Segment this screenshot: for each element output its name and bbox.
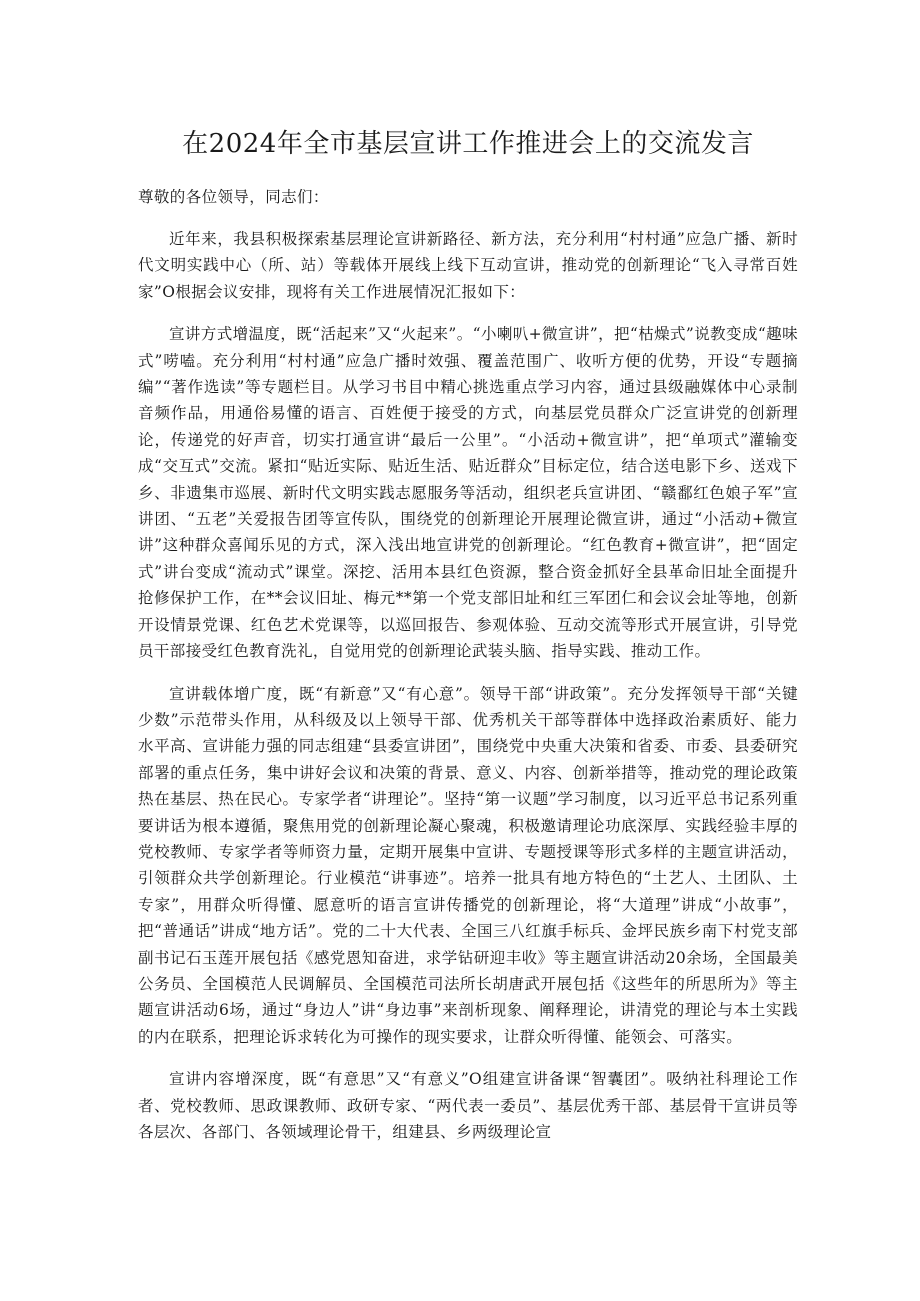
document-title: 在2024年全市基层宣讲工作推进会上的交流发言 <box>182 129 754 159</box>
paragraph-content: 宣讲内容增深度，既“有意思”又“有意义”O组建宣讲备课“智囊团”。吸纳社科理论工作者、党校教师、思政课教师、政研专家、“两代表一委员”、基层优秀干部、基层骨干宣讲员等各层次、各部门、各领域理论骨干，组建县、乡两级理论宣 <box>138 1070 798 1141</box>
salutation: 尊敬的各位领导，同志们： <box>138 188 329 206</box>
document-page <box>138 118 798 1161</box>
paragraph-carrier: 宣讲载体增广度，既“有新意”又“有心意”。领导干部“讲政策”。充分发挥领导干部“关键少数”示范带头作用，从科级及以上领导干部、优秀机关干部等群体中选择政治素质好、能力水平高、宣讲能力强的同志组建“县委宣讲团”，围绕党中央重大决策和省委、市委、县委研究部署的重点任务，集中讲好会议和决策的背景、意义、内容、创新举措等，推动党的理论政策热在基层、热在民心。专家学者“讲理论”。坚持“第一议题”学习制度，以习近平总书记系列重要讲话为根本遵循，聚焦用党的创新理论凝心聚魂，积极邀请理论功底深厚、实践经验丰厚的党校教师、专家学者等师资力量，定期开展集中宣讲、专题授课等形式多样的主题宣讲活动，引领群众共学创新理论。行业模范“讲事迹”。培养一批具有地方特色的“土艺人、土团队、土专家”，用群众听得懂、愿意听的语言宣讲传播党的创新理论，将“大道理”讲成“小故事”，把“普通话”讲成“地方话”。党的二十大代表、全国三八红旗手标兵、金坪民族乡南下村党支部副书记石玉莲开展包括《感党恩知奋进，求学钻研迎丰收》等主题宣讲活动20余场，全国最美公务员、全国模范人民调解员、全国模范司法所长胡唐武开展包括《这些年的所思所为》等主题宣讲活动6场，通过“身边人”讲“身边事”来剖析现象、阐释理论，讲清党的理论与本土实践的内在联系，把理论诉求转化为可操作的现实要求，让群众听得懂、能领会、可落实。 <box>138 684 798 1046</box>
paragraph-intro: 近年来，我县积极探索基层理论宣讲新路径、新方法，充分利用“村村通”应急广播、新时代文明实践中心（所、站）等载体开展线上线下互动宣讲，推动党的创新理论“飞入寻常百姓家”O根据会议安排，现将有关工作进展情况汇报如下： <box>138 230 798 301</box>
paragraph-method: 宣讲方式增温度，既“活起来”又“火起来”。“小喇叭+微宣讲”，把“枯燥式”说教变成“趣味式”唠嗑。充分利用“村村通”应急广播时效强、覆盖范围广、收听方便的优势，开设“专题摘编”“著作选读”等专题栏目。从学习书目中精心挑选重点学习内容，通过县级融媒体中心录制音频作品，用通俗易懂的语言、百姓便于接受的方式，向基层党员群众广泛宣讲党的创新理论，传递党的好声音，切实打通宣讲“最后一公里”。“小活动+微宣讲”，把“单项式”灌输变成“交互式”交流。紧扣“贴近实际、贴近生活、贴近群众”目标定位，结合送电影下乡、送戏下乡、非遗集市巡展、新时代文明实践志愿服务等活动，组织老兵宣讲团、“赣鄱红色娘子军”宣讲团、“五老”关爱报告团等宣传队，围绕党的创新理论开展理论微宣讲，通过“小活动+微宣讲”这种群众喜闻乐见的方式，深入浅出地宣讲党的创新理论。“红色教育+微宣讲”，把“固定式”讲台变成“流动式”课堂。深挖、活用本县红色资源，整合资金抓好全县革命旧址全面提升抢修保护工作，在**会议旧址、梅元**第一个党支部旧址和红三军团仁和会议会址等地，创新开设情景党课、红色艺术党课等，以巡回报告、参观体验、互动交流等形式开展宣讲，引导党员干部接受红色教育洗礼，自觉用党的创新理论武装头脑、指导实践、推动工作。 <box>138 325 798 661</box>
